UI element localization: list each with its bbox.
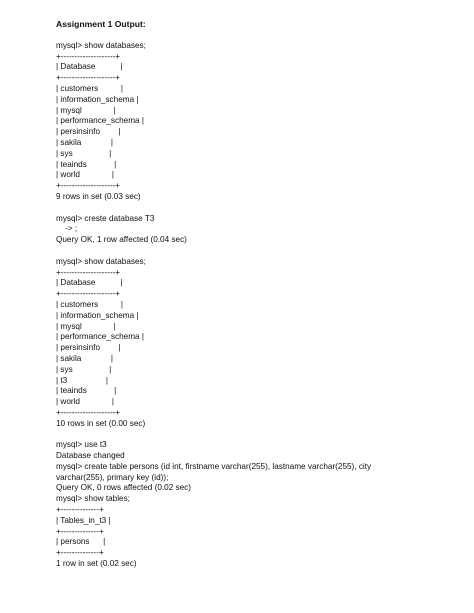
output-line: mysql> show databases; xyxy=(56,256,146,266)
output-line: mysql> create table persons (id int, firstname varchar(255), lastname varchar(255), city xyxy=(56,461,372,471)
table-border: +--------------------+ xyxy=(56,267,121,277)
block-spacer xyxy=(56,203,456,214)
document-title: Assignment 1 Output: xyxy=(56,19,146,29)
table-row: | mysql | xyxy=(56,321,116,331)
table-row: | world | xyxy=(56,170,114,180)
output-line: mysql> show tables; xyxy=(56,494,130,504)
table-row: | information_schema | xyxy=(56,310,139,320)
output-block-show-databases-2 xyxy=(56,257,456,430)
table-border: +--------------------+ xyxy=(56,407,121,417)
output-line: -> ; xyxy=(56,224,78,234)
output-block-show-databases-1 xyxy=(56,41,456,203)
result-summary: Query OK, 0 rows affected (0.02 sec) xyxy=(56,483,192,493)
table-border: +--------------+ xyxy=(56,548,104,558)
table-row: | teainds | xyxy=(56,386,117,396)
table-row: | teainds | xyxy=(56,159,117,169)
result-summary: 1 row in set (0.02 sec) xyxy=(56,559,137,569)
table-row: | sakila | xyxy=(56,137,114,147)
output-line: mysql> use t3 xyxy=(56,440,107,450)
table-row: | performance_schema | xyxy=(56,116,144,126)
block-spacer xyxy=(56,246,456,257)
block-spacer xyxy=(56,429,456,440)
output-block-create-table xyxy=(56,440,456,570)
table-row: | performance_schema | xyxy=(56,332,144,342)
table-border: +--------------------+ xyxy=(56,289,121,299)
output-line: mysql> show databases; xyxy=(56,40,146,50)
table-border: +--------------+ xyxy=(56,505,104,515)
table-row: | customers | xyxy=(56,83,124,93)
table-row: | t3 | xyxy=(56,375,109,385)
table-header: | Tables_in_t3 | xyxy=(56,515,111,525)
result-summary: Query OK, 1 row affected (0.04 sec) xyxy=(56,235,187,245)
table-border: +--------------------+ xyxy=(56,51,121,61)
document-body xyxy=(56,19,456,570)
output-block-create-database xyxy=(56,214,456,246)
table-header: | Database | xyxy=(56,62,123,72)
table-row: | mysql | xyxy=(56,105,116,115)
table-row: | customers | xyxy=(56,299,124,309)
table-row: | persons | xyxy=(56,537,106,547)
table-header: | Database | xyxy=(56,278,123,288)
table-row: | world | xyxy=(56,397,114,407)
table-border: +--------------------+ xyxy=(56,73,121,83)
output-line: varchar(255), primary key (id)); xyxy=(56,472,169,482)
table-row: | sys | xyxy=(56,148,112,158)
output-line: Database changed xyxy=(56,451,125,461)
table-row: | persinsinfo | xyxy=(56,127,121,137)
table-border: +--------------+ xyxy=(56,526,104,536)
result-summary: 10 rows in set (0.00 sec) xyxy=(56,418,146,428)
table-row: | sys | xyxy=(56,364,112,374)
table-row: | persinsinfo | xyxy=(56,343,121,353)
table-row: | information_schema | xyxy=(56,94,139,104)
table-row: | sakila | xyxy=(56,353,114,363)
output-line: mysql> creste database T3 xyxy=(56,213,155,223)
table-border: +--------------------+ xyxy=(56,181,121,191)
result-summary: 9 rows in set (0.03 sec) xyxy=(56,191,141,201)
